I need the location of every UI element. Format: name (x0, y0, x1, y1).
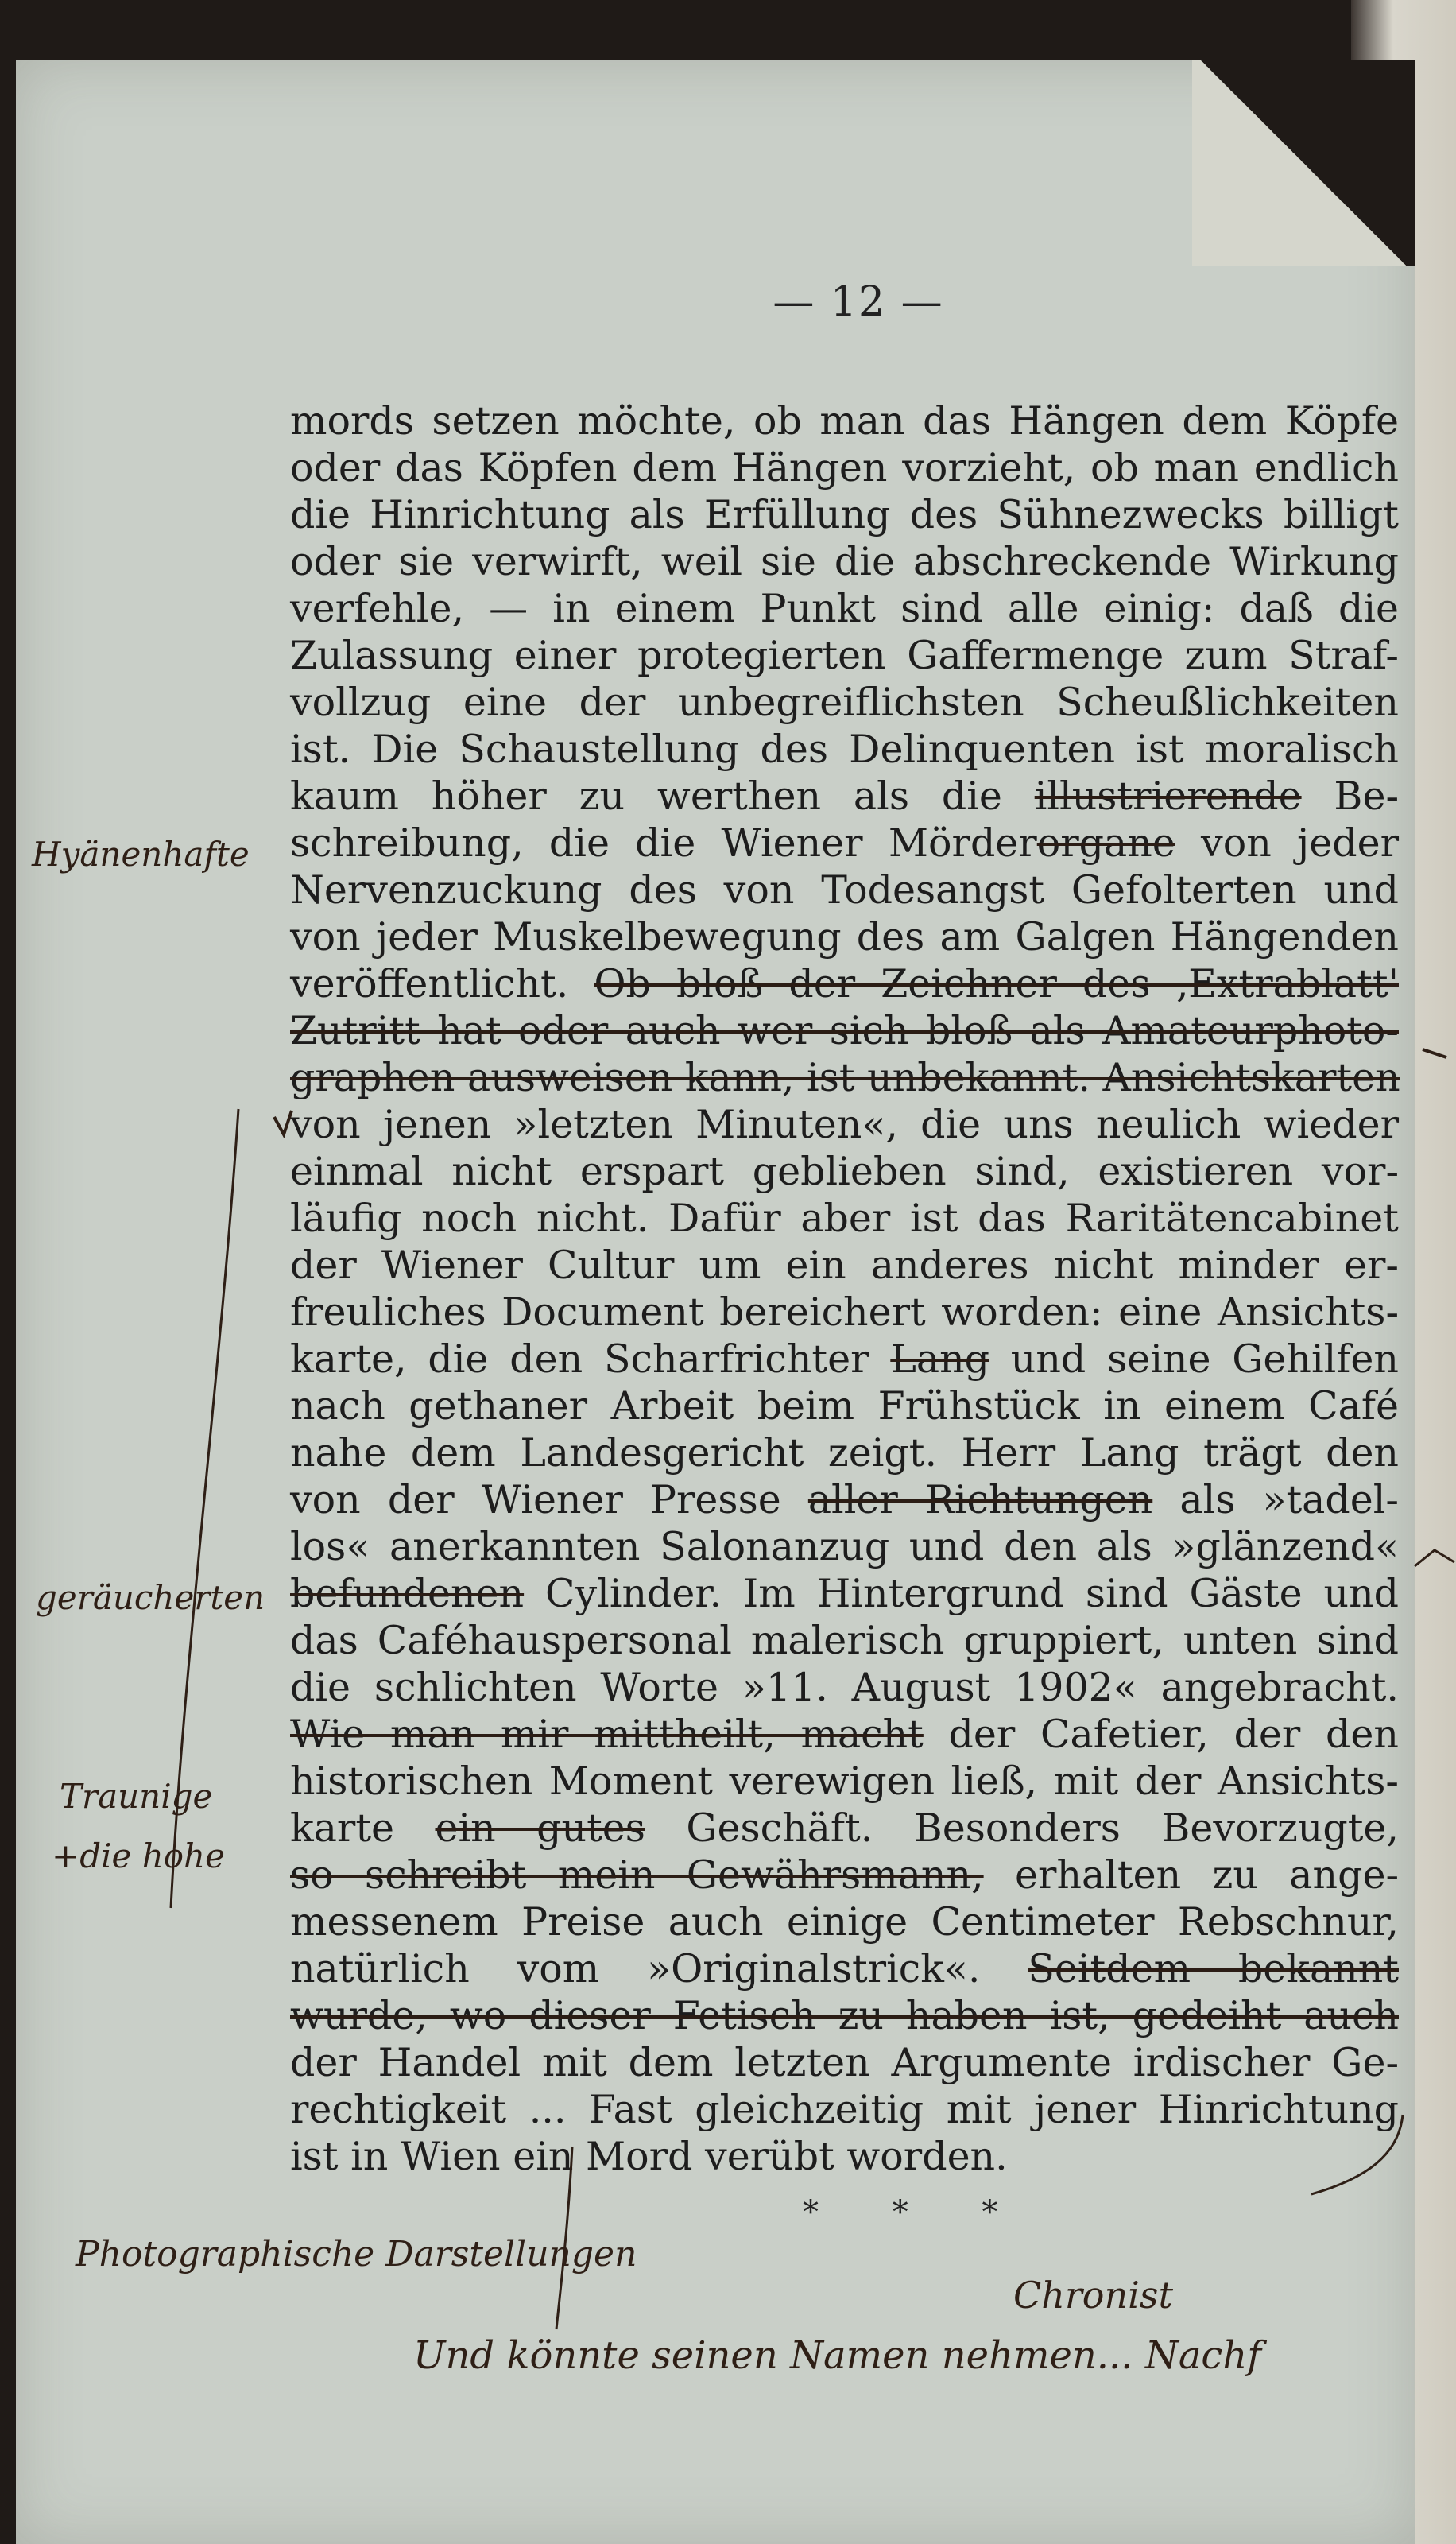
text-line: ist in Wien ein Mord verübt worden. (290, 2134, 1008, 2179)
text-line: historischen Moment verewigen ließ, mit der Ansichts- (290, 1759, 1399, 1804)
text-line: oder sie verwirft, weil sie die abschreckende Wirkung (290, 539, 1399, 584)
text-line: los« anerkannten Salonanzug und den als »glänzend« (290, 1524, 1399, 1569)
text-line: oder das Köpfen dem Hängen vorzieht, ob man endlich (290, 445, 1399, 491)
text-line: der Wiener Cultur um ein anderes nicht minder er- (290, 1243, 1399, 1288)
text-line: graphen ausweisen kann, ist unbekannt. Ansichtskarten (290, 1055, 1400, 1100)
text-line: Wie man mir mittheilt, macht der Cafetier, der den (290, 1712, 1399, 1757)
text-line: von der Wiener Presse aller Richtungen als »tadel- (290, 1477, 1399, 1522)
text-line: die schlichten Worte »11. August 1902« angebracht. (290, 1665, 1399, 1710)
text-line: natürlich vom »Originalstrick«. Seitdem bekannt (290, 1946, 1399, 1991)
margin-note: Traunige (60, 1777, 213, 1816)
text-line: befundenen Cylinder. Im Hintergrund sind Gäste und (290, 1571, 1399, 1616)
text-line: einmal nicht erspart geblieben sind, existieren vor- (290, 1149, 1399, 1194)
text-line: nach gethaner Arbeit beim Frühstück in einem Café (290, 1383, 1399, 1429)
page-number: — 12 — (773, 278, 944, 326)
text-line: von jeder Muskelbewegung des am Galgen Hängenden (290, 914, 1399, 960)
insertion-mark (274, 1111, 292, 1134)
text-line: nahe dem Landesgericht zeigt. Herr Lang trägt den (290, 1430, 1399, 1476)
text-line: wurde, wo dieser Fetisch zu haben ist, gedeiht auch (290, 1993, 1399, 2038)
margin-note: geräucherten (36, 1578, 265, 1617)
handwritten-signature: Chronist (1013, 2274, 1173, 2317)
text-line: mords setzen möchte, ob man das Hängen dem Köpfe (290, 398, 1399, 444)
text-line: von jenen »letzten Minuten«, die uns neulich wieder (290, 1102, 1399, 1147)
text-line: der Handel mit dem letzten Argumente irdischer Ge- (290, 2040, 1399, 2085)
text-line: karte ein gutes Geschäft. Besonders Bevorzugte, (290, 1805, 1399, 1851)
text-line: verfehle, — in einem Punkt sind alle einig: daß die (290, 586, 1399, 631)
text-line: das Caféhauspersonal malerisch gruppiert, unten sind (290, 1618, 1399, 1663)
handwritten-note: Photographische Darstellungen (76, 2234, 637, 2274)
margin-note: Hyänenhafte (32, 835, 250, 874)
right-margin-curve (1311, 2115, 1403, 2194)
right-margin-mark (1415, 1550, 1454, 1566)
text-line: läufig noch nicht. Dafür aber ist das Raritätencabinet (290, 1196, 1399, 1241)
text-line: Zutritt hat oder auch wer sich bloß als Amateurphoto- (290, 1008, 1399, 1053)
text-line: kaum höher zu werthen als die illustrierende Be- (290, 774, 1399, 819)
text-line: freuliches Document bereichert worden: eine Ansichts- (290, 1289, 1399, 1335)
text-line: Nervenzuckung des von Todesangst Gefolterten und (290, 867, 1399, 913)
text-line: vollzug eine der unbegreiflichsten Scheußlichkeiten (290, 680, 1399, 725)
handwritten-note: Und könnte seinen Namen nehmen... Nachf (413, 2333, 1261, 2378)
text-line: veröffentlicht. Ob bloß der Zeichner des ‚Extrablatt' (290, 961, 1399, 1006)
text-line: messenem Preise auch einige Centimeter Rebschnur, (290, 1899, 1399, 1945)
text-line: Zulassung einer protegierten Gaffermenge zum Straf- (290, 633, 1399, 678)
text-line: so schreibt mein Gewährsmann, erhalten zu ange- (290, 1852, 1399, 1898)
margin-note: +die hohe (52, 1836, 225, 1875)
right-margin-mark (1423, 1049, 1446, 1057)
text-line: die Hinrichtung als Erfüllung des Sühnezwecks billigt (290, 492, 1399, 537)
text-line: rechtigkeit ... Fast gleichzeitig mit jener Hinrichtung (290, 2087, 1399, 2132)
text-line: ist. Die Schaustellung des Delinquenten ist moralisch (290, 727, 1399, 772)
text-line: karte, die den Scharfrichter Lang und seine Gehilfen (290, 1336, 1399, 1382)
section-divider-stars: * * * (803, 2194, 1030, 2231)
text-line: schreibung, die die Wiener Mörderorgane von jeder (290, 820, 1399, 866)
